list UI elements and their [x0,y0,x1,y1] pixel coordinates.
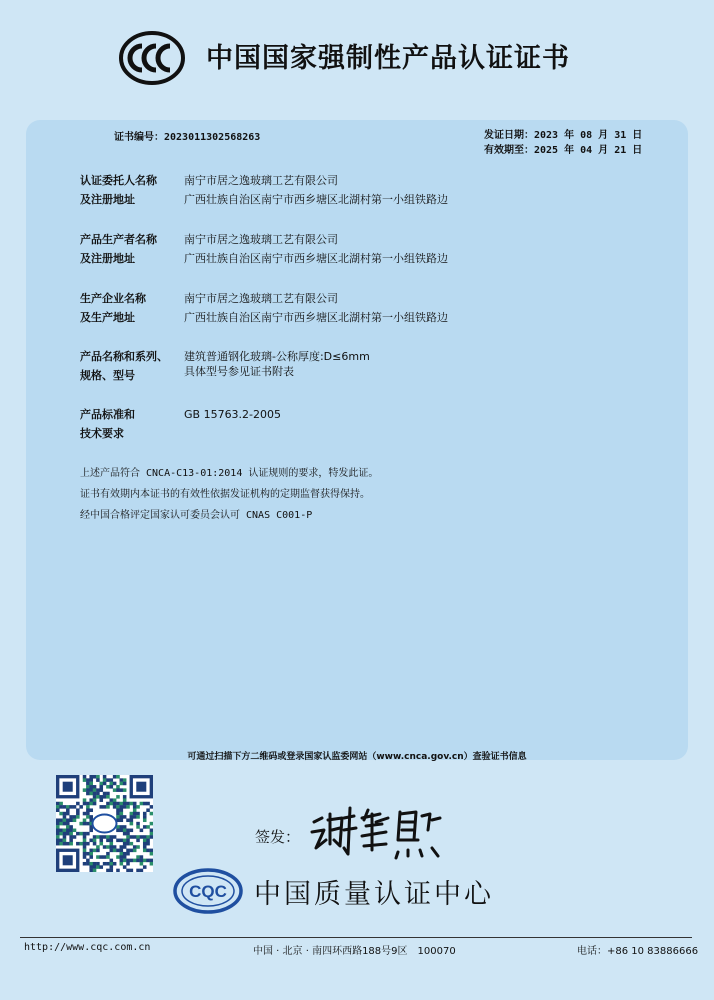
field-value: 南宁市居之逸玻璃工艺有限公司 广西壮族自治区南宁市西乡塘区北湖村第一小组铁路边 [184,292,448,324]
certificate-title: 中国国家强制性产品认证证书 [206,43,570,74]
field-value: 南宁市居之逸玻璃工艺有限公司 广西壮族自治区南宁市西乡塘区北湖村第一小组铁路边 [184,233,448,265]
certificate-notes [80,463,378,526]
field-value: 建筑普通钢化玻璃-公称厚度:D≤6mm 具体型号参见证书附表 [184,350,370,378]
certificate-dates [484,128,642,158]
verification-note: 可通过扫描下方二维码或登录国家认监委网站（www.cnca.gov.cn）查验证书信息 [187,752,527,762]
note-line: 上述产品符合 CNCA-C13-01:2014 认证规则的要求，特发此证。 [80,468,379,479]
valid-date-line [484,143,642,158]
footer-website[interactable]: http://www.cqc.com.cn [24,942,151,953]
valid-date-label: 有效期至： [484,145,534,156]
field-value: GB 15763.2-2005 [184,408,282,421]
field-value: 南宁市居之逸玻璃工艺有限公司 广西壮族自治区南宁市西乡塘区北湖村第一小组铁路边 [184,174,448,206]
signature-label: 签发： [255,828,301,846]
issuer-name: 中国质量认证中心 [254,879,494,910]
qr-code-icon[interactable] [56,775,153,872]
ccc-mark-icon [118,30,186,86]
field-label: 生产企业名称 及生产地址 [80,292,146,324]
issue-date-line [484,128,642,143]
field-label: 认证委托人名称 及注册地址 [80,174,157,206]
certificate-number-label: 证书编号： [114,132,164,143]
certificate-number-value: 2023011302568263 [164,132,261,143]
note-line: 证书有效期内本证书的有效性依据发证机构的定期监督获得保持。 [80,489,370,500]
certificate-number [114,128,260,143]
valid-date-value: 2025 年 04 月 21 日 [534,145,643,156]
footer-phone: 电话：+86 10 83886666 [577,946,699,957]
field-label: 产品生产者名称 及注册地址 [80,233,157,265]
footer-address: 中国 · 北京 · 南四环西路188号9区 100070 [253,946,456,957]
issue-date-label: 发证日期： [484,130,534,141]
svg-text:CQC: CQC [189,882,227,901]
handwritten-signature [306,800,452,862]
cqc-logo-icon [172,867,244,915]
field-label: 产品标准和 技术要求 [80,408,135,440]
note-line: 经中国合格评定国家认可委员会认可 CNAS C001-P [80,510,313,521]
field-label: 产品名称和系列、 规格、型号 [80,350,168,382]
footer-divider [20,937,692,938]
issue-date-value: 2023 年 08 月 31 日 [534,130,643,141]
